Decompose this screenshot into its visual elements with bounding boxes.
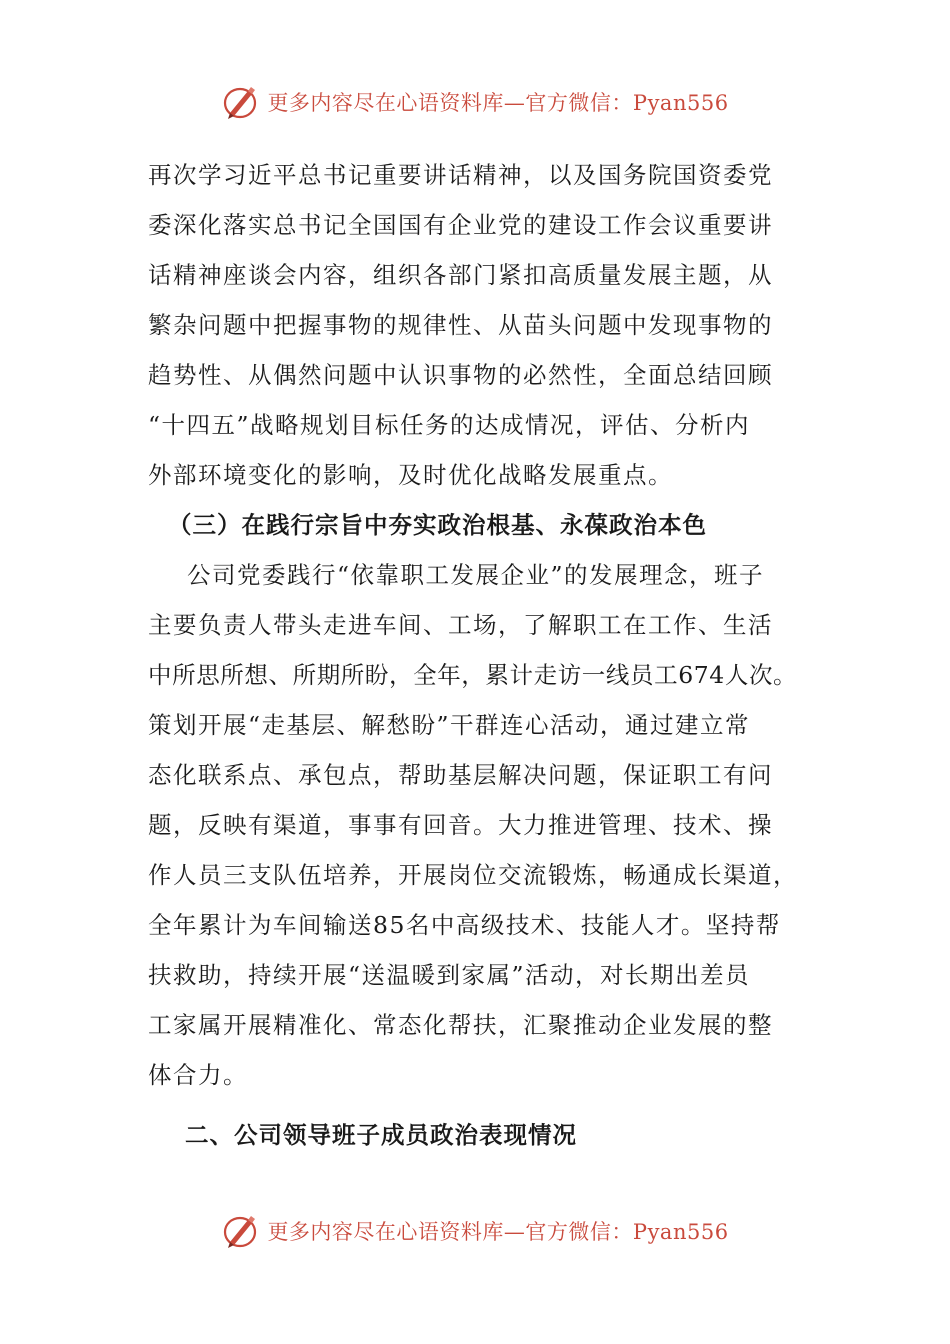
- text-line: 公司党委践行“依靠职工发展企业”的发展理念，班子: [187, 561, 765, 589]
- text-line: 题，反映有渠道，事事有回音。大力推进管理、技术、操: [148, 811, 773, 839]
- header-banner-text: 更多内容尽在心语资料库—官方微信：Pyan556: [267, 91, 729, 115]
- pen-logo-icon: [221, 82, 261, 122]
- paragraph-2: [148, 550, 828, 1100]
- section-heading-2: 二、公司领导班子成员政治表现情况: [185, 1121, 577, 1149]
- text-line: 策划开展“走基层、解愁盼”干群连心活动，通过建立常: [148, 711, 751, 739]
- text-line: 作人员三支队伍培养，开展岗位交流锻炼，畅通成长渠道，: [148, 861, 798, 889]
- text-line: 趋势性、从偶然问题中认识事物的必然性，全面总结回顾: [148, 361, 773, 389]
- text-line: 主要负责人带头走进车间、工场，了解职工在工作、生活: [148, 611, 773, 639]
- header-banner: [0, 80, 950, 124]
- footer-banner-text: 更多内容尽在心语资料库—官方微信：Pyan556: [267, 1220, 729, 1244]
- text-line: 中所思所想、所期所盼，全年，累计走访一线员工674人次。: [148, 661, 798, 689]
- text-line: 扶救助，持续开展“送温暖到家属”活动，对长期出差员: [148, 961, 751, 989]
- document-body: [148, 150, 828, 1160]
- text-line: 态化联系点、承包点，帮助基层解决问题，保证职工有问: [148, 761, 773, 789]
- text-line: 外部环境变化的影响，及时优化战略发展重点。: [148, 461, 673, 489]
- text-line: 繁杂问题中把握事物的规律性、从苗头问题中发现事物的: [148, 311, 773, 339]
- text-line: “十四五”战略规划目标任务的达成情况，评估、分析内: [148, 411, 751, 439]
- text-line: 全年累计为车间输送85名中高级技术、技能人才。坚持帮: [148, 911, 781, 939]
- text-line: 话精神座谈会内容，组织各部门紧扣高质量发展主题，从: [148, 261, 773, 289]
- paragraph-1: [148, 150, 828, 500]
- section-heading-3: （三）在践行宗旨中夯实政治根基、永葆政治本色: [168, 511, 707, 539]
- text-line: 体合力。: [148, 1061, 248, 1089]
- pen-logo-icon: [221, 1211, 261, 1251]
- text-line: 再次学习近平总书记重要讲话精神，以及国务院国资委党: [148, 161, 773, 189]
- footer-banner: [0, 1209, 950, 1253]
- text-line: 委深化落实总书记全国国有企业党的建设工作会议重要讲: [148, 211, 773, 239]
- text-line: 工家属开展精准化、常态化帮扶，汇聚推动企业发展的整: [148, 1011, 773, 1039]
